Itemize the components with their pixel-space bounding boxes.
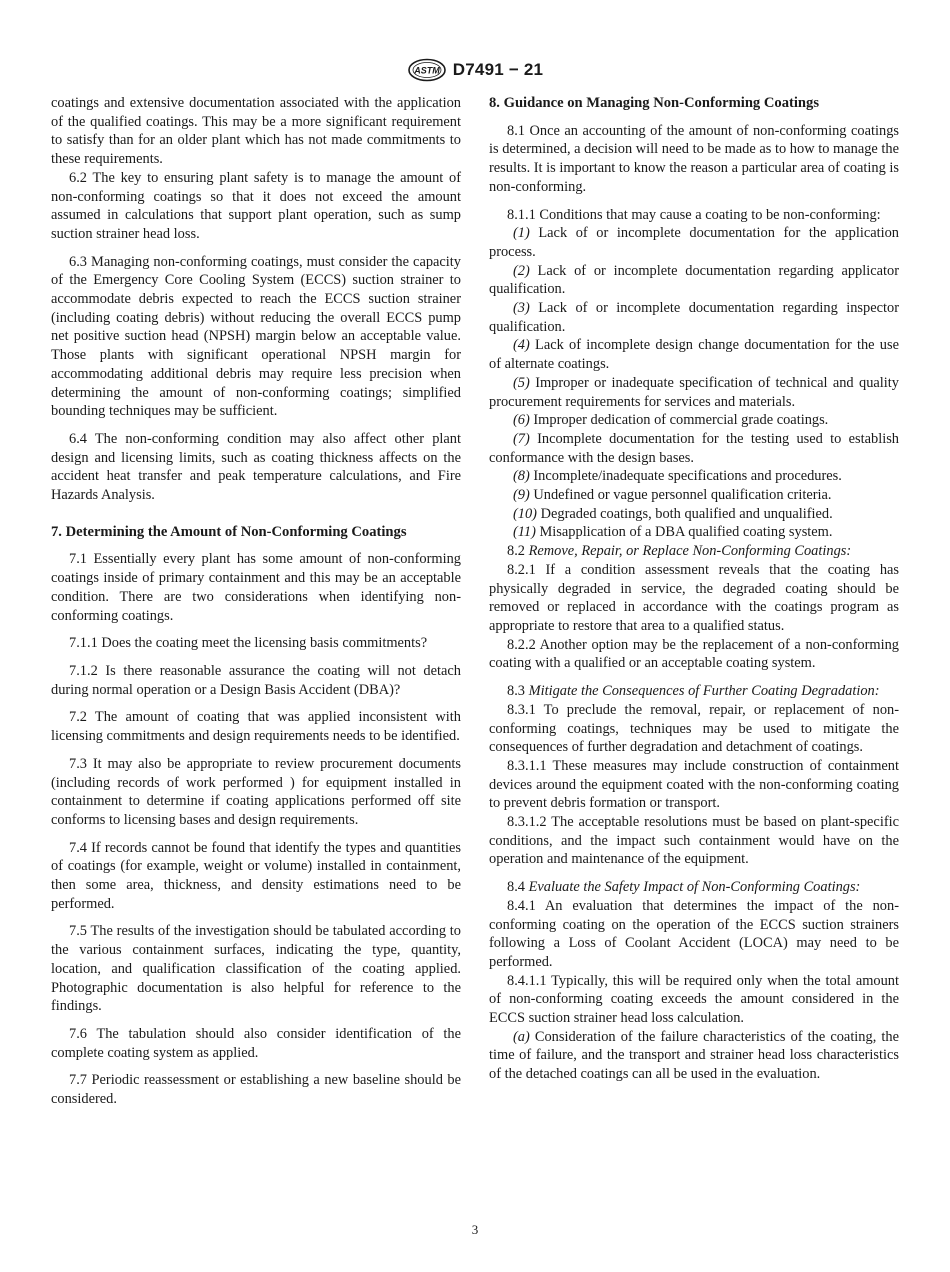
paragraph: 8.2.2 Another option may be the replacement of a non-conforming coating with a qualified or an acceptable coating system. [489, 636, 899, 672]
list-item-text: Lack of or incomplete documentation regarding inspector qualification. [489, 300, 899, 335]
list-item [489, 374, 899, 411]
list-item-text: Misapplication of a DBA qualified coating system. [539, 524, 833, 541]
paragraph: 8.3.1.1 These measures may include construction of containment devices around the equipment coated with the non-conforming coating to prevent debris formation or transport. [489, 757, 899, 812]
paragraph: 7.1.1 Does the coating meet the licensing basis commitments? [69, 635, 428, 652]
paragraph: 7.1.2 Is there reasonable assurance the coating will not detach during normal operation or a Design Basis Accident (DBA)? [51, 662, 461, 698]
paragraph: 8.4.1.1 Typically, this will be required only when the total amount of non-conforming coating exceeds the amount considered in the ECCS suction strainer head loss calculation. [489, 972, 899, 1027]
list-item-label: (11) [513, 524, 536, 541]
right-column [489, 94, 899, 1084]
subsection-number: 8.2 [507, 543, 525, 560]
left-column [51, 94, 461, 1118]
list-item [489, 336, 899, 373]
paragraph: 6.2 The key to ensuring plant safety is to manage the amount of non-conforming coatings so that it does not exceed the amount assumed in calculations that support plant operation, such as sump suction strainer head loss. [51, 169, 461, 242]
paragraph: 6.3 Managing non-conforming coatings, must consider the capacity of the Emergency Core Cooling System (ECCS) suction strainer to accommodate debris expected to reach the ECCS suction strainer (including coating debris) without reducing the overall ECCS pump net positive suction head (NPSH) margin below an acceptable value. Those plants with significant operational NPSH margin for accommodating additional debris may require less precision when determining the amount of non-conforming coatings; simplified bounding techniques may be sufficient. [51, 253, 461, 420]
list-item [489, 262, 899, 299]
paragraph: 8.3.1.2 The acceptable resolutions must be based on plant-specific conditions, and the impact such containment would have on the operation and maintenance of the equipment. [489, 814, 899, 868]
paragraph: 7.5 The results of the investigation should be tabulated according to the various containment surfaces, indicating the type, quantity, location, and qualification classification of the coating applied. Photographic documentation is also helpful for reference to the findings. [51, 923, 461, 1015]
list-item [489, 1028, 899, 1084]
list-item-label: (a) [513, 1028, 530, 1045]
list-item [489, 411, 899, 430]
paragraph: 8.3.1 To preclude the removal, repair, or replacement of non-conforming coatings, techniques may be used to mitigate the consequences of further degradation and detachment of coatings. [489, 701, 899, 756]
list-item-text: Consideration of the failure characteristics of the coating, the time of failure, and the transport and strainer head loss characteristics of the detached coatings can all be used in the evaluation. [489, 1028, 899, 1083]
paragraph: 7.4 If records cannot be found that identify the types and quantities of coatings (for example, weight or volume) installed in containment, then some area, thickness, and density estimations need to be performed. [51, 839, 461, 912]
paragraph: 8.4.1 An evaluation that determines the impact of the non-conforming coating on the operation of the ECCS suction strainers following a Loss of Coolant Accident (LOCA) may need to be performed. [489, 897, 899, 970]
list-item-text: Lack of or incomplete documentation regarding applicator qualification. [489, 262, 899, 298]
list-item-text: Degraded coatings, both qualified and unqualified. [540, 505, 833, 522]
list-item-text: Incomplete/inadequate specifications and procedures. [533, 468, 842, 485]
subsection-number: 8.3 [507, 683, 525, 700]
paragraph: 8.1 Once an accounting of the amount of non-conforming coatings is determined, a decision will need to be made as to how to manage the results. It is important to know the reason a particular area of coating is non-conforming. [489, 122, 900, 195]
page-header [0, 57, 950, 83]
list-item [489, 224, 899, 261]
paragraph: 7.7 Periodic reassessment or establishing a new baseline should be considered. [51, 1072, 461, 1108]
list-item-text: Undefined or vague personnel qualification criteria. [533, 487, 832, 504]
subsection-number: 8.4 [507, 879, 525, 896]
list-item-text: Lack of or incomplete documentation for the application process. [489, 225, 899, 260]
list-item-text: Improper or inadequate specification of technical and quality procurement requirements for services and materials. [489, 374, 899, 410]
paragraph: 8.2.1 If a condition assessment reveals that the coating has physically degraded in service, the degraded coating should be removed or replaced in accordance with the coatings program as appropriate to restore that area to a qualified status. [489, 561, 899, 634]
list-item-label: (6) [513, 412, 530, 429]
list-item-label: (8) [513, 468, 530, 485]
list-item-text: Lack of incomplete design change documentation for the use of alternate coatings. [489, 337, 899, 373]
list-item-label: (9) [513, 487, 530, 504]
subsection-title-text: Mitigate the Consequences of Further Coating Degradation: [528, 683, 880, 700]
logo-lettering: ASTM [414, 65, 440, 76]
list-item-label: (10) [513, 505, 537, 522]
list-item-text: Improper dedication of commercial grade coatings. [533, 412, 829, 429]
list-item [489, 486, 899, 505]
page-number: 3 [471, 1222, 479, 1237]
section-heading: 7. Determining the Amount of Non-Conforming Coatings [51, 523, 407, 540]
section-heading: 8. Guidance on Managing Non-Conforming Coatings [489, 95, 820, 111]
paragraph: 7.3 It may also be appropriate to review procurement documents (including records of work performed ) for equipment installed in containment to determine if coating applications performed off site conforms to licensing bases and design requirements. [51, 755, 461, 828]
paragraph: 7.2 The amount of coating that was applied inconsistent with licensing commitments and design requirements needs to be identified. [51, 709, 461, 745]
subsection-title [489, 878, 899, 897]
list-item [489, 523, 899, 542]
subsection-title [489, 682, 899, 701]
list-item-label: (7) [513, 430, 530, 447]
list-item-label: (5) [513, 374, 530, 391]
subsection-title-text: Remove, Repair, or Replace Non-Conforming Coatings: [528, 543, 852, 560]
subsection-title-text: Evaluate the Safety Impact of Non-Conforming Coatings: [528, 879, 861, 896]
list-item [489, 299, 899, 336]
subsection-title [489, 542, 899, 561]
list-item-label: (2) [513, 262, 530, 279]
paragraph: 6.4 The non-conforming condition may also affect other plant design and licensing limits, such as coating thickness affects on the accident heat transfer and peak temperature calculations, and Fire Hazards Analysis. [51, 430, 461, 504]
standard-designation: D7491 − 21 [452, 60, 544, 79]
list-item [489, 467, 899, 486]
paragraph: 7.1 Essentially every plant has some amount of non-conforming coatings inside of primary containment and this may be an acceptable condition. There are two considerations when identifying non-conforming coatings. [51, 551, 461, 624]
list-item [489, 430, 899, 467]
list-item-label: (3) [513, 300, 530, 317]
list-item-text: Incomplete documentation for the testing used to establish conformance with the design bases. [489, 430, 899, 466]
list-item [489, 505, 899, 524]
paragraph: 8.1.1 Conditions that may cause a coating to be non-conforming: [507, 206, 881, 223]
list-item-label: (1) [513, 225, 530, 242]
paragraph: 7.6 The tabulation should also consider identification of the complete coating system as applied. [51, 1025, 461, 1061]
list-item-label: (4) [513, 337, 530, 354]
paragraph: coatings and extensive documentation associated with the application of the qualified coatings. This may be a more significant requirement to satisfy than for an older plant which has not made commitments to these requirements. [51, 95, 461, 168]
astm-logo-icon [407, 58, 447, 82]
